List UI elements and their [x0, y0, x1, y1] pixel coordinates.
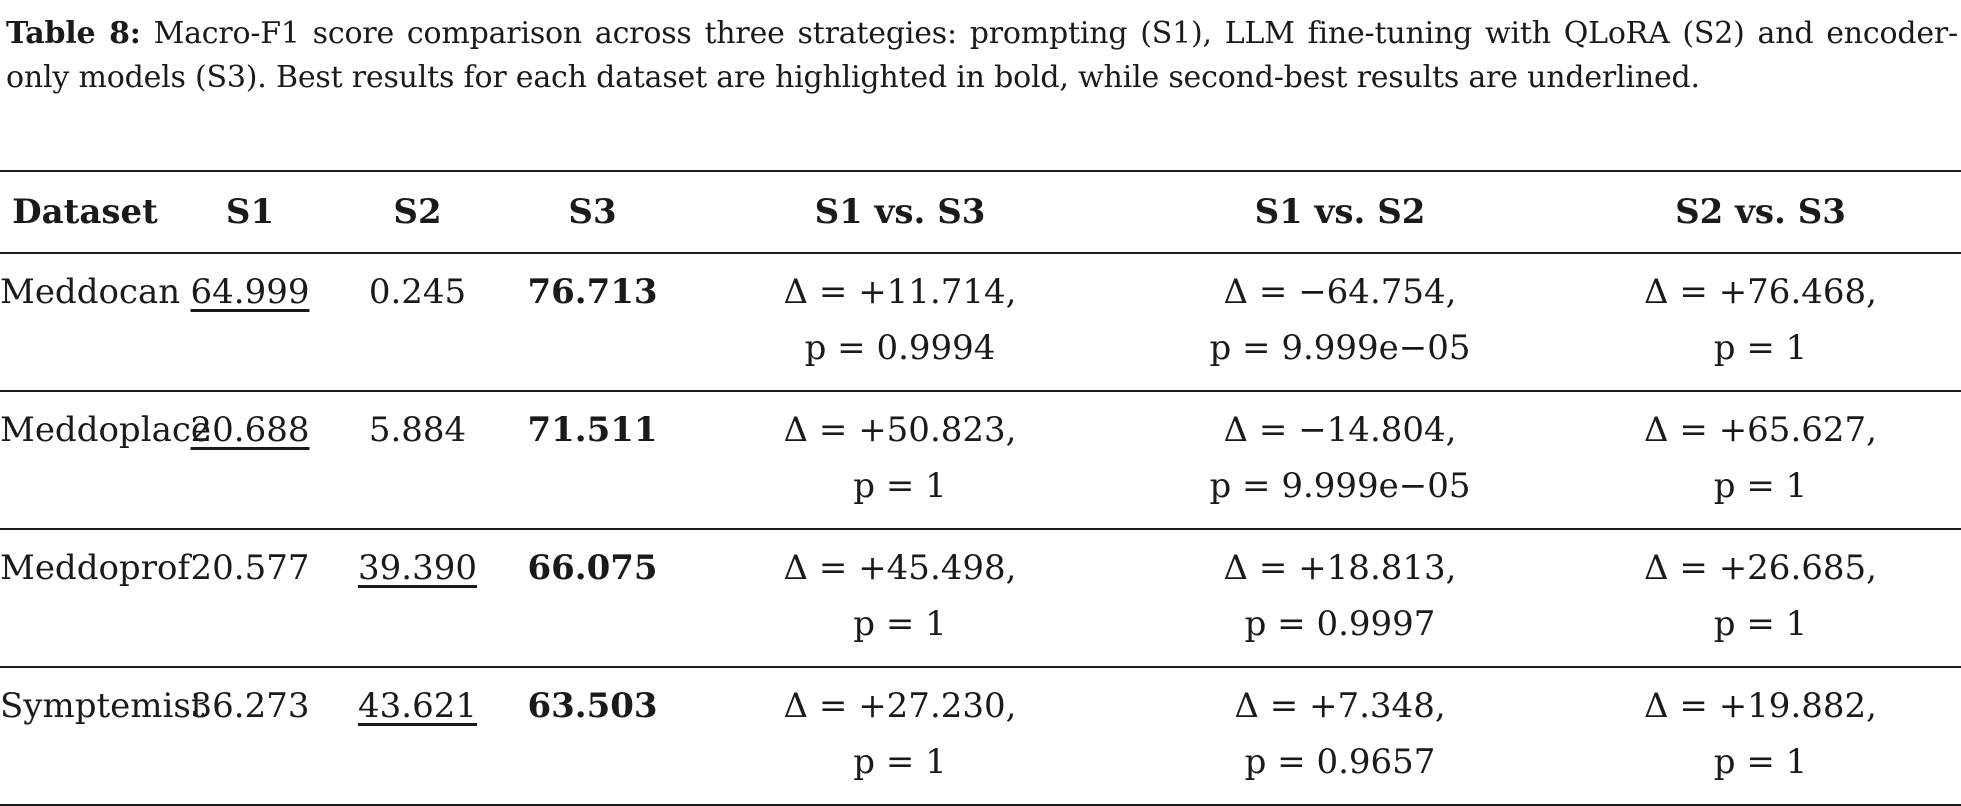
second-best-value: 43.621 — [358, 686, 477, 726]
best-value: 71.511 — [527, 410, 658, 450]
s2-vs-s3-cell: Δ = +26.685, p = 1 — [1644, 548, 1877, 644]
s1-vs-s2-cell: Δ = +18.813, p = 0.9997 — [1223, 548, 1457, 644]
table-row — [0, 667, 1961, 805]
table-row — [0, 253, 1961, 391]
second-best-value: 64.999 — [190, 272, 310, 312]
best-value: 76.713 — [527, 272, 658, 312]
caption-label: Table 8: — [6, 16, 141, 51]
s3-cell — [505, 667, 680, 805]
s1-vs-s3-cell: Δ = +45.498, p = 1 — [783, 548, 1017, 644]
s1-cell — [170, 391, 330, 529]
s1-cell: 36.273 — [190, 686, 310, 726]
dataset-cell: Symptemist — [0, 686, 205, 726]
header-row — [0, 171, 1961, 253]
s2-cell — [330, 529, 505, 667]
s1-cell — [170, 253, 330, 391]
s2-cell: 5.884 — [368, 410, 467, 450]
header-s2: S2 — [393, 192, 442, 232]
dataset-cell: Meddoprof — [0, 548, 191, 588]
s2-cell: 0.245 — [368, 272, 467, 312]
caption-text: Macro-F1 score comparison across three strategies: prompting (S1), LLM fine-tuning with QLoRA (S2) and encoder-only models (S3). Best results for each dataset are highlighted in bold, while second-best results are underlined. — [6, 16, 1958, 95]
s1-vs-s3-cell: Δ = +50.823, p = 1 — [783, 410, 1017, 506]
s1-vs-s3-cell: Δ = +27.230, p = 1 — [783, 686, 1017, 782]
header-s3: S3 — [568, 192, 617, 232]
s2-vs-s3-cell: Δ = +76.468, p = 1 — [1644, 272, 1877, 368]
s1-vs-s2-cell: Δ = +7.348, p = 0.9657 — [1234, 686, 1446, 782]
best-value: 63.503 — [527, 686, 658, 726]
header-s2-vs-s3: S2 vs. S3 — [1675, 192, 1846, 232]
dataset-cell: Meddocan — [0, 272, 181, 312]
s1-cell: 20.577 — [190, 548, 310, 588]
s1-vs-s3-cell: Δ = +11.714, p = 0.9994 — [783, 272, 1017, 368]
s2-vs-s3-cell: Δ = +19.882, p = 1 — [1644, 686, 1877, 782]
header-s1: S1 — [225, 192, 275, 232]
header-dataset: Dataset — [12, 192, 158, 232]
s3-cell — [505, 529, 680, 667]
second-best-value: 39.390 — [358, 548, 477, 588]
results-table — [0, 170, 1961, 806]
s2-cell — [330, 667, 505, 805]
best-value: 66.075 — [527, 548, 658, 588]
dataset-cell: Meddoplace — [0, 410, 212, 450]
header-s1-vs-s2: S1 vs. S2 — [1254, 192, 1426, 232]
header-s1-vs-s3: S1 vs. S3 — [814, 192, 986, 232]
s3-cell — [505, 391, 680, 529]
table-caption — [6, 12, 1958, 100]
table-row — [0, 391, 1961, 529]
s1-vs-s2-cell: Δ = −14.804, p = 9.999e−05 — [1209, 410, 1471, 506]
table-row — [0, 529, 1961, 667]
s3-cell — [505, 253, 680, 391]
s2-vs-s3-cell: Δ = +65.627, p = 1 — [1644, 410, 1877, 506]
s1-vs-s2-cell: Δ = −64.754, p = 9.999e−05 — [1209, 272, 1471, 368]
second-best-value: 20.688 — [190, 410, 310, 450]
